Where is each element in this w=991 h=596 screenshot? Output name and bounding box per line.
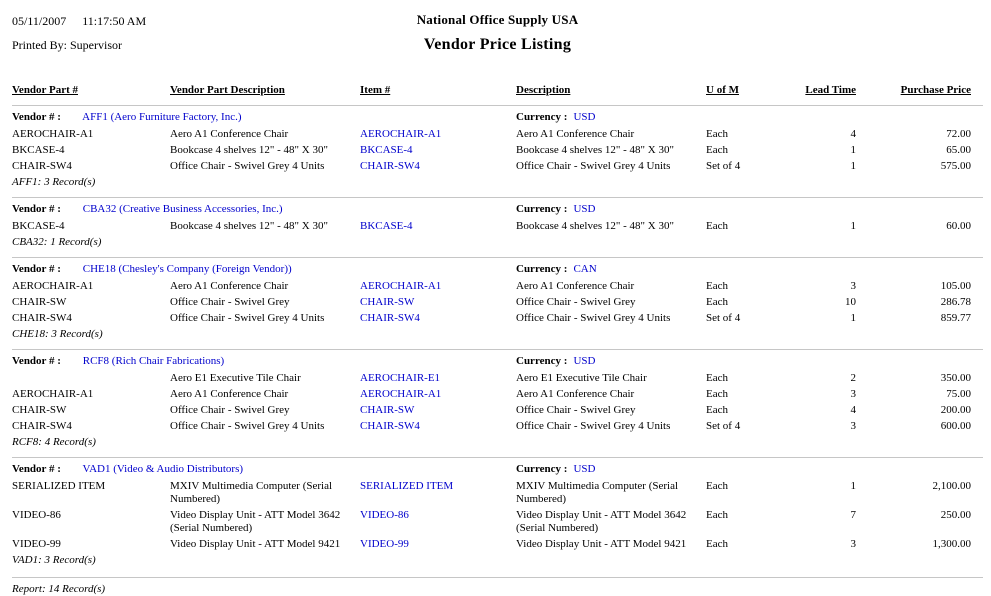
- unit-of-measure: Each: [706, 537, 728, 550]
- lead-time: 1: [850, 159, 856, 172]
- currency-cell: [516, 261, 788, 277]
- vendor-part-description: Office Chair - Swivel Grey 4 Units: [170, 159, 325, 172]
- col-header-item-number: Item #: [360, 84, 391, 96]
- currency-label: Currency :: [516, 463, 568, 475]
- vendor-part-number: VIDEO-86: [12, 508, 61, 521]
- report-groups: [12, 105, 983, 570]
- vendor-part-description: Office Chair - Swivel Grey 4 Units: [170, 419, 325, 432]
- purchase-price: 200.00: [940, 403, 971, 416]
- unit-of-measure: Each: [706, 403, 728, 416]
- vendor-link[interactable]: CBA32 (Creative Business Accessories, Inc.): [80, 203, 283, 215]
- item-description: MXIV Multimedia Computer (Serial Numbered): [516, 479, 679, 505]
- vendor-number-label: Vendor # :: [12, 463, 61, 475]
- item-number-link[interactable]: BKCASE-4: [360, 143, 413, 156]
- item-description: Office Chair - Swivel Grey: [516, 295, 636, 308]
- lead-time: 3: [850, 419, 856, 432]
- unit-of-measure: Each: [706, 219, 728, 232]
- currency-value: USD: [573, 355, 596, 367]
- item-description: Video Display Unit - ATT Model 3642 (Serial Numbered): [516, 508, 687, 534]
- currency-label: Currency :: [516, 203, 568, 215]
- unit-of-measure: Each: [706, 295, 728, 308]
- unit-of-measure: Each: [706, 371, 728, 384]
- item-number-link[interactable]: AEROCHAIR-A1: [360, 127, 442, 140]
- table-row: [12, 294, 983, 310]
- item-number-link[interactable]: AEROCHAIR-A1: [360, 279, 442, 292]
- item-number-link[interactable]: CHAIR-SW: [360, 403, 415, 416]
- vendor-part-number: SERIALIZED ITEM: [12, 479, 106, 492]
- report-date: 05/11/2007: [12, 14, 67, 28]
- vendor-number-label: Vendor # :: [12, 111, 61, 123]
- vendor-part-number: CHAIR-SW4: [12, 311, 72, 324]
- vendor-part-description: Aero A1 Conference Chair: [170, 279, 289, 292]
- item-description: Office Chair - Swivel Grey 4 Units: [516, 311, 671, 324]
- vendor-part-description: Aero A1 Conference Chair: [170, 387, 289, 400]
- currency-label: Currency :: [516, 355, 568, 367]
- table-row: [12, 218, 983, 234]
- lead-time: 1: [850, 311, 856, 324]
- purchase-price: 75.00: [946, 387, 971, 400]
- table-row: [12, 536, 983, 552]
- group-record-count: CHE18: 3 Record(s): [12, 328, 103, 340]
- item-number-link[interactable]: VIDEO-99: [360, 537, 409, 550]
- vendor-part-number: CHAIR-SW4: [12, 159, 72, 172]
- group-record-count: AFF1: 3 Record(s): [12, 176, 96, 188]
- item-description: Office Chair - Swivel Grey 4 Units: [516, 419, 671, 432]
- vendor-link[interactable]: AFF1 (Aero Furniture Factory, Inc.): [80, 111, 242, 123]
- unit-of-measure: Each: [706, 508, 728, 521]
- vendor-cell: [12, 109, 516, 125]
- vendor-part-description: Aero E1 Executive Tile Chair: [170, 371, 301, 384]
- col-header-vendor-part: Vendor Part #: [12, 84, 78, 96]
- table-row: [12, 478, 983, 507]
- report-time: 11:17:50 AM: [82, 14, 147, 28]
- vendor-part-description: Office Chair - Swivel Grey: [170, 403, 290, 416]
- report-footer: [12, 577, 983, 596]
- table-row: [12, 418, 983, 434]
- purchase-price: 575.00: [940, 159, 971, 172]
- vendor-part-description: Video Display Unit - ATT Model 9421: [170, 537, 341, 550]
- vendor-part-description: Aero A1 Conference Chair: [170, 127, 289, 140]
- header-center: [12, 12, 983, 54]
- vendor-part-number: BKCASE-4: [12, 219, 65, 232]
- unit-of-measure: Each: [706, 127, 728, 140]
- item-number-link[interactable]: AEROCHAIR-A1: [360, 387, 442, 400]
- vendor-part-description: Bookcase 4 shelves 12" - 48" X 30": [170, 143, 328, 156]
- item-description: Bookcase 4 shelves 12" - 48" X 30": [516, 143, 674, 156]
- vendor-part-number: [12, 370, 170, 373]
- col-header-description: Description: [516, 84, 571, 96]
- purchase-price: 2,100.00: [932, 479, 971, 492]
- group-record-count: VAD1: 3 Record(s): [12, 554, 96, 566]
- vendor-link[interactable]: CHE18 (Chesley's Company (Foreign Vendor)): [80, 263, 292, 275]
- item-description: Office Chair - Swivel Grey: [516, 403, 636, 416]
- col-header-purchase-price: Purchase Price: [900, 84, 971, 96]
- vendor-part-number: CHAIR-SW: [12, 295, 67, 308]
- vendor-group: [12, 197, 983, 252]
- col-header-vendor-part-description: Vendor Part Description: [170, 84, 285, 96]
- vendor-part-number: VIDEO-99: [12, 537, 61, 550]
- unit-of-measure: Each: [706, 143, 728, 156]
- col-header-lead-time: Lead Time: [805, 84, 856, 96]
- purchase-price: 600.00: [940, 419, 971, 432]
- vendor-part-description: Office Chair - Swivel Grey 4 Units: [170, 311, 325, 324]
- vendor-link[interactable]: RCF8 (Rich Chair Fabrications): [80, 355, 225, 367]
- table-row: [12, 386, 983, 402]
- unit-of-measure: Set of 4: [706, 419, 741, 432]
- purchase-price: 72.00: [946, 127, 971, 140]
- vendor-part-description: Bookcase 4 shelves 12" - 48" X 30": [170, 219, 328, 232]
- purchase-price: 105.00: [940, 279, 971, 292]
- item-description: Aero E1 Executive Tile Chair: [516, 371, 647, 384]
- lead-time: 3: [850, 387, 856, 400]
- purchase-price: 350.00: [940, 371, 971, 384]
- unit-of-measure: Set of 4: [706, 159, 741, 172]
- currency-label: Currency :: [516, 263, 568, 275]
- vendor-link[interactable]: VAD1 (Video & Audio Distributors): [80, 463, 244, 475]
- item-description: Video Display Unit - ATT Model 9421: [516, 537, 687, 550]
- item-number-link[interactable]: CHAIR-SW4: [360, 311, 420, 324]
- lead-time: 7: [850, 508, 856, 521]
- currency-value: USD: [573, 203, 596, 215]
- lead-time: 3: [850, 279, 856, 292]
- table-row: [12, 142, 983, 158]
- col-header-uom: U of M: [706, 84, 739, 96]
- table-row: [12, 278, 983, 294]
- item-number-link[interactable]: BKCASE-4: [360, 219, 413, 232]
- currency-value: CAN: [573, 263, 597, 275]
- item-number-link[interactable]: CHAIR-SW4: [360, 159, 420, 172]
- vendor-part-description: Office Chair - Swivel Grey: [170, 295, 290, 308]
- vendor-part-number: AEROCHAIR-A1: [12, 127, 94, 140]
- group-header-row: [12, 261, 983, 277]
- item-number-link[interactable]: SERIALIZED ITEM: [360, 479, 454, 492]
- unit-of-measure: Each: [706, 479, 728, 492]
- group-header-row: [12, 109, 983, 125]
- vendor-part-number: AEROCHAIR-A1: [12, 387, 94, 400]
- unit-of-measure: Each: [706, 387, 728, 400]
- vendor-part-number: CHAIR-SW: [12, 403, 67, 416]
- lead-time: 10: [845, 295, 856, 308]
- table-row: [12, 370, 983, 386]
- vendor-cell: [12, 261, 516, 277]
- group-header-row: [12, 201, 983, 217]
- currency-cell: [516, 201, 788, 217]
- purchase-price: 60.00: [946, 219, 971, 232]
- unit-of-measure: Each: [706, 279, 728, 292]
- table-row: [12, 310, 983, 326]
- vendor-part-number: CHAIR-SW4: [12, 419, 72, 432]
- report-header: [12, 12, 983, 70]
- unit-of-measure: Set of 4: [706, 311, 741, 324]
- table-row: [12, 507, 983, 536]
- table-row: [12, 158, 983, 174]
- item-number-link[interactable]: VIDEO-86: [360, 508, 409, 521]
- vendor-cell: [12, 461, 516, 477]
- currency-cell: [516, 353, 788, 369]
- vendor-part-description: MXIV Multimedia Computer (Serial Numbered): [170, 479, 333, 505]
- table-row: [12, 402, 983, 418]
- column-headers: [12, 84, 983, 100]
- item-description: Office Chair - Swivel Grey 4 Units: [516, 159, 671, 172]
- vendor-group: [12, 349, 983, 452]
- vendor-part-number: AEROCHAIR-A1: [12, 279, 94, 292]
- vendor-group: [12, 457, 983, 570]
- currency-label: Currency :: [516, 111, 568, 123]
- group-header-row: [12, 353, 983, 369]
- vendor-cell: [12, 201, 516, 217]
- group-record-count: RCF8: 4 Record(s): [12, 436, 96, 448]
- currency-value: USD: [573, 111, 596, 123]
- purchase-price: 65.00: [946, 143, 971, 156]
- item-description: Bookcase 4 shelves 12" - 48" X 30": [516, 219, 674, 232]
- currency-cell: [516, 109, 788, 125]
- vendor-number-label: Vendor # :: [12, 203, 61, 215]
- printed-by: Printed By: Supervisor: [12, 38, 122, 52]
- lead-time: 1: [850, 143, 856, 156]
- currency-cell: [516, 461, 788, 477]
- item-number-link[interactable]: AEROCHAIR-E1: [360, 371, 441, 384]
- item-description: Aero A1 Conference Chair: [516, 127, 635, 140]
- lead-time: 4: [850, 403, 856, 416]
- vendor-group: [12, 105, 983, 192]
- vendor-part-number: BKCASE-4: [12, 143, 65, 156]
- purchase-price: 1,300.00: [932, 537, 971, 550]
- item-number-link[interactable]: CHAIR-SW: [360, 295, 415, 308]
- vendor-cell: [12, 353, 516, 369]
- group-record-count: CBA32: 1 Record(s): [12, 236, 102, 248]
- purchase-price: 250.00: [940, 508, 971, 521]
- item-number-link[interactable]: CHAIR-SW4: [360, 419, 420, 432]
- company-name: National Office Supply USA: [416, 12, 579, 27]
- vendor-group: [12, 257, 983, 344]
- vendor-number-label: Vendor # :: [12, 355, 61, 367]
- item-description: Aero A1 Conference Chair: [516, 387, 635, 400]
- report-total-record-count: Report: 14 Record(s): [12, 583, 106, 595]
- item-description: Aero A1 Conference Chair: [516, 279, 635, 292]
- currency-value: USD: [573, 463, 596, 475]
- lead-time: 4: [850, 127, 856, 140]
- vendor-number-label: Vendor # :: [12, 263, 61, 275]
- lead-time: 1: [850, 479, 856, 492]
- purchase-price: 859.77: [940, 311, 971, 324]
- group-header-row: [12, 461, 983, 477]
- lead-time: 1: [850, 219, 856, 232]
- vendor-part-description: Video Display Unit - ATT Model 3642 (Serial Numbered): [170, 508, 341, 534]
- lead-time: 2: [850, 371, 856, 384]
- purchase-price: 286.78: [940, 295, 971, 308]
- table-row: [12, 126, 983, 142]
- report-title: Vendor Price Listing: [423, 36, 572, 53]
- lead-time: 3: [850, 537, 856, 550]
